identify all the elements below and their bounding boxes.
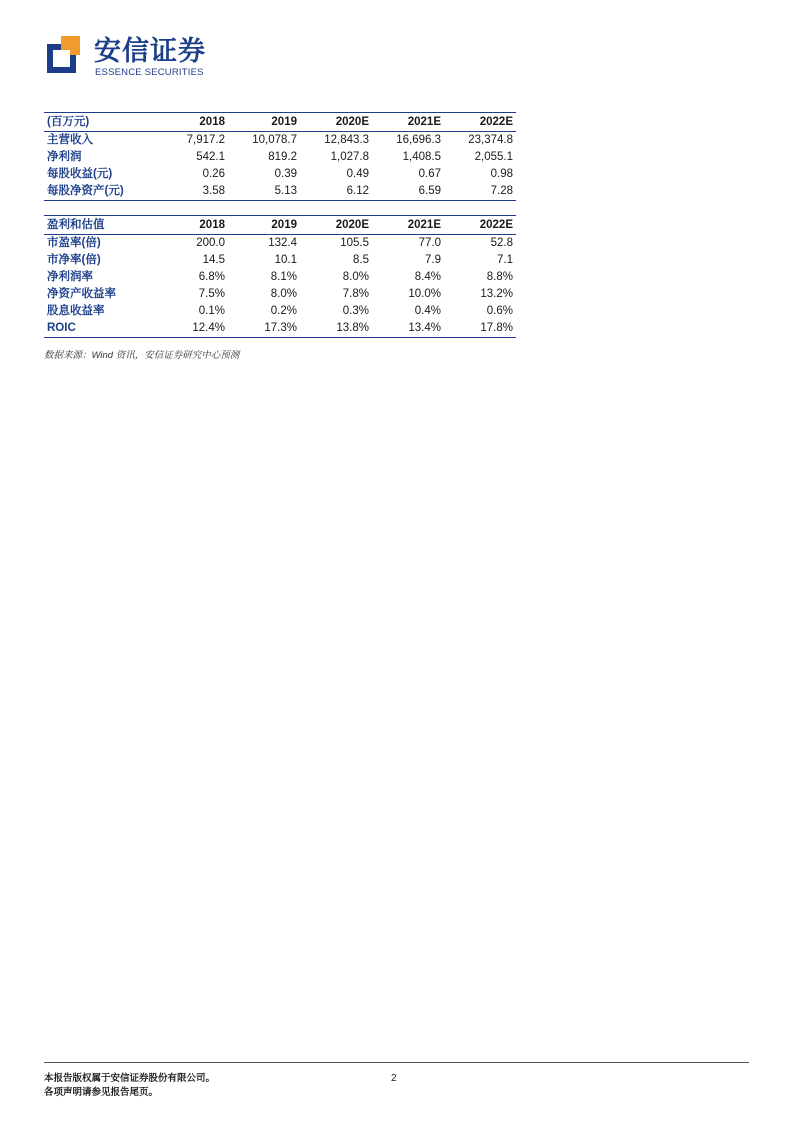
- footer-notice: 各项声明请参见报告尾页。: [44, 1087, 159, 1098]
- essence-logo-mark-icon: [44, 34, 82, 76]
- table-cell: 13.8%: [300, 320, 372, 338]
- table-row: [44, 286, 516, 303]
- row-label: 净资产收益率: [47, 288, 116, 300]
- row-label: 市净率(倍): [47, 254, 101, 266]
- table-cell: 17.3%: [228, 320, 300, 338]
- table-cell: 3.58: [156, 183, 228, 201]
- row-label: 每股收益(元): [47, 168, 113, 180]
- row-label: 每股净资产(元): [44, 183, 156, 201]
- header-cell: 2019: [228, 113, 300, 132]
- table-cell: 8.8%: [486, 271, 513, 283]
- company-logo: [44, 34, 214, 80]
- table-cell: 14.5: [202, 254, 225, 266]
- table-cell: 6.12: [300, 183, 372, 201]
- financial-summary-table: [44, 112, 516, 201]
- table-row: [44, 252, 516, 269]
- table-row: [44, 132, 516, 150]
- table-cell: 13.2%: [480, 288, 513, 300]
- table-row: [44, 183, 516, 201]
- table-cell: 105.5: [340, 237, 369, 249]
- footer-disclaimer: [44, 1072, 215, 1100]
- table-cell: 0.2%: [270, 305, 297, 317]
- table-cell: 542.1: [196, 151, 225, 163]
- table-cell: 77.0: [418, 237, 441, 249]
- table-cell: 8.5: [353, 254, 369, 266]
- table-cell: 8.0%: [270, 288, 297, 300]
- brand-name-cn: 安信证券: [94, 36, 206, 66]
- table-cell: 5.13: [228, 183, 300, 201]
- table-row: [44, 269, 516, 286]
- row-label: 股息收益率: [47, 305, 105, 317]
- table-cell: 6.59: [372, 183, 444, 201]
- table-row: [44, 303, 516, 320]
- table-cell: 0.4%: [414, 305, 441, 317]
- table-cell: 13.4%: [372, 320, 444, 338]
- table-cell: 23,374.8: [468, 134, 513, 146]
- table-cell: 7.8%: [342, 288, 369, 300]
- table-row: [44, 166, 516, 183]
- row-label: ROIC: [44, 320, 156, 338]
- table-cell: 16,696.3: [396, 134, 441, 146]
- footer-copyright: 本报告版权属于安信证券股份有限公司。: [44, 1073, 216, 1084]
- header-cell: 2021E: [372, 216, 444, 235]
- table-cell: 0.98: [490, 168, 513, 180]
- header-cell: 2019: [228, 216, 300, 235]
- table-row: [44, 320, 516, 338]
- table-cell: 0.26: [202, 168, 225, 180]
- table-cell: 7,917.2: [186, 134, 225, 146]
- table-cell: 1,027.8: [330, 151, 369, 163]
- row-label: 净利润率: [47, 271, 93, 283]
- row-label: 主营收入: [47, 134, 93, 146]
- header-cell: 2021E: [372, 113, 444, 132]
- header-cell: 2022E: [444, 113, 516, 132]
- header-cell: 盈利和估值: [44, 216, 156, 235]
- header-cell: 2018: [156, 216, 228, 235]
- table-cell: 0.3%: [342, 305, 369, 317]
- table-cell: 1,408.5: [402, 151, 441, 163]
- table-row: [44, 149, 516, 166]
- brand-name-en: ESSENCE SECURITIES: [95, 67, 204, 78]
- table-cell: 10.1: [274, 254, 297, 266]
- table-cell: 8.1%: [270, 271, 297, 283]
- footer-divider: [44, 1062, 749, 1063]
- table-cell: 0.67: [418, 168, 441, 180]
- table-cell: 0.6%: [486, 305, 513, 317]
- table-header-row: [44, 113, 516, 132]
- row-label: 市盈率(倍): [47, 237, 101, 249]
- table-cell: 10,078.7: [252, 134, 297, 146]
- table-cell: 6.8%: [198, 271, 225, 283]
- table-cell: 10.0%: [408, 288, 441, 300]
- table-cell: 0.39: [274, 168, 297, 180]
- table-cell: 7.5%: [198, 288, 225, 300]
- table-cell: 8.0%: [342, 271, 369, 283]
- table-cell: 12.4%: [156, 320, 228, 338]
- table-cell: 12,843.3: [324, 134, 369, 146]
- table-cell: 819.2: [268, 151, 297, 163]
- table-cell: 8.4%: [414, 271, 441, 283]
- data-source-note: 数据来源：Wind 资讯，安信证券研究中心预测: [44, 350, 240, 361]
- page-number: 2: [391, 1073, 397, 1084]
- header-cell: 2022E: [444, 216, 516, 235]
- header-cell: 2020E: [300, 113, 372, 132]
- table-row: [44, 235, 516, 253]
- table-cell: 7.1: [497, 254, 513, 266]
- valuation-table: [44, 215, 516, 338]
- table-cell: 2,055.1: [474, 151, 513, 163]
- table-cell: 0.49: [346, 168, 369, 180]
- header-cell: 2020E: [300, 216, 372, 235]
- table-cell: 0.1%: [198, 305, 225, 317]
- table-cell: 200.0: [196, 237, 225, 249]
- header-cell: (百万元): [44, 113, 156, 132]
- table-cell: 17.8%: [444, 320, 516, 338]
- table-cell: 132.4: [268, 237, 297, 249]
- table-header-row: [44, 216, 516, 235]
- header-cell: 2018: [156, 113, 228, 132]
- table-cell: 52.8: [490, 237, 513, 249]
- table-cell: 7.28: [444, 183, 516, 201]
- table-cell: 7.9: [425, 254, 441, 266]
- row-label: 净利润: [47, 151, 82, 163]
